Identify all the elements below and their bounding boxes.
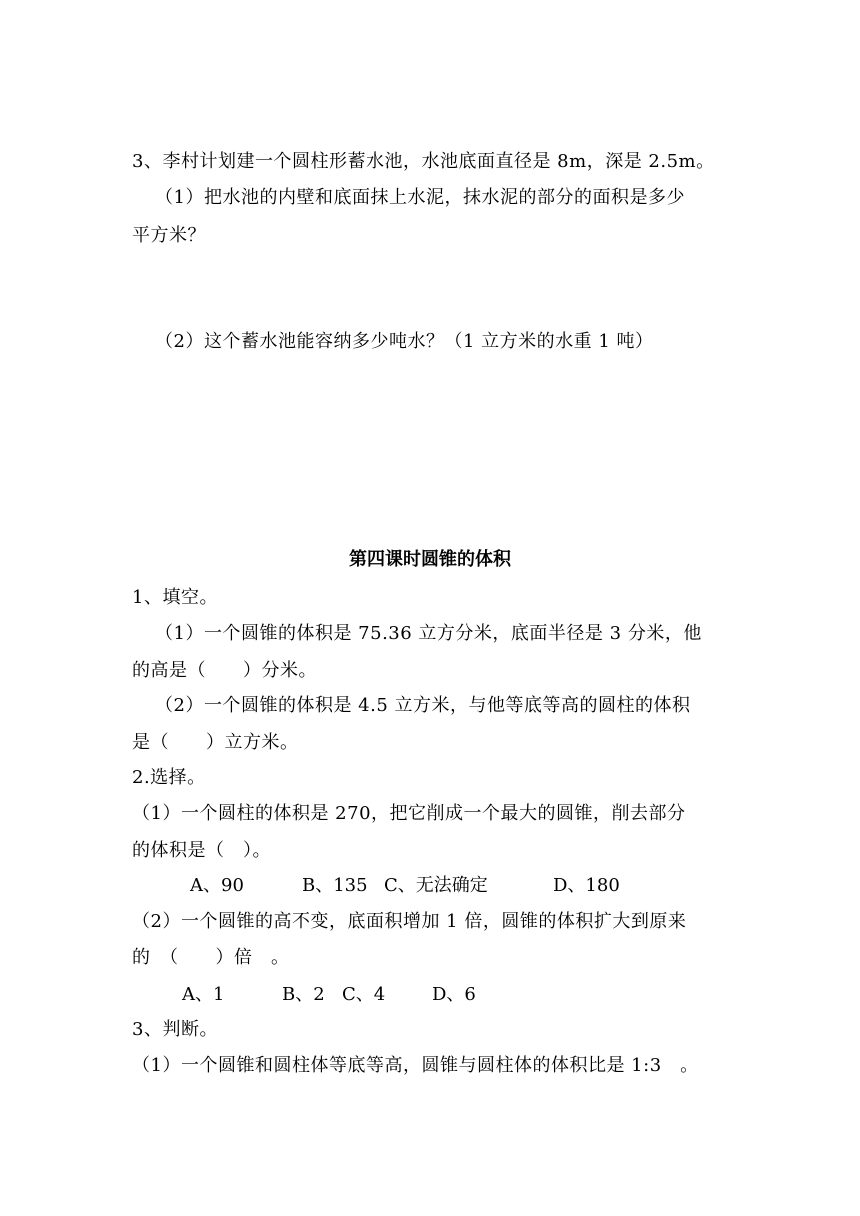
fill-q2-line2: 是（ ）立方米。	[132, 732, 299, 753]
fill-heading: 1、填空。	[132, 587, 218, 608]
choice-q1-option-d: D、180	[553, 875, 620, 896]
judge-q1: （1）一个圆锥和圆柱体等底等高，圆锥与圆柱体的体积比是 1:3 。	[132, 1055, 699, 1076]
choice-q1-line2: 的体积是（ ）。	[132, 840, 271, 861]
choice-q2-line1: （2）一个圆锥的高不变，底面积增加 1 倍，圆锥的体积扩大到原来	[132, 911, 687, 932]
choice-q2-option-b: B、2	[282, 984, 325, 1005]
choice-q1-option-a: A、90	[190, 875, 244, 896]
choice-q2-line2: 的 （ ）倍 。	[132, 947, 290, 968]
choice-q2-option-a: A、1	[182, 984, 225, 1005]
fill-q1-line2: 的高是（ ）分米。	[132, 660, 317, 681]
judge-heading: 3、判断。	[132, 1019, 218, 1040]
choice-heading: 2.选择。	[132, 767, 206, 788]
problem-3-q1-line1: （1）把水池的内壁和底面抹上水泥，抹水泥的部分的面积是多少	[155, 187, 685, 208]
choice-q2-option-d: D、6	[432, 984, 476, 1005]
choice-q1-line1: （1）一个圆柱的体积是 270，把它削成一个最大的圆锥，削去部分	[132, 803, 686, 824]
choice-q2-option-c: C、4	[342, 984, 386, 1005]
choice-q1-option-c: C、无法确定	[384, 875, 488, 896]
lesson-title: 第四课时圆锥的体积	[349, 549, 511, 570]
problem-3-q2: （2）这个蓄水池能容纳多少吨水？（1 立方米的水重 1 吨）	[155, 331, 654, 352]
choice-q1-option-b: B、135	[302, 875, 368, 896]
fill-q2-line1: （2）一个圆锥的体积是 4.5 立方米，与他等底等高的圆柱的体积	[155, 695, 691, 716]
problem-3-q1-line2: 平方米？	[132, 225, 206, 246]
fill-q1-line1: （1）一个圆锥的体积是 75.36 立方分米，底面半径是 3 分米，他	[155, 623, 702, 644]
problem-3-text: 3、李村计划建一个圆柱形蓄水池，水池底面直径是 8m，深是 2.5m。	[132, 151, 715, 172]
